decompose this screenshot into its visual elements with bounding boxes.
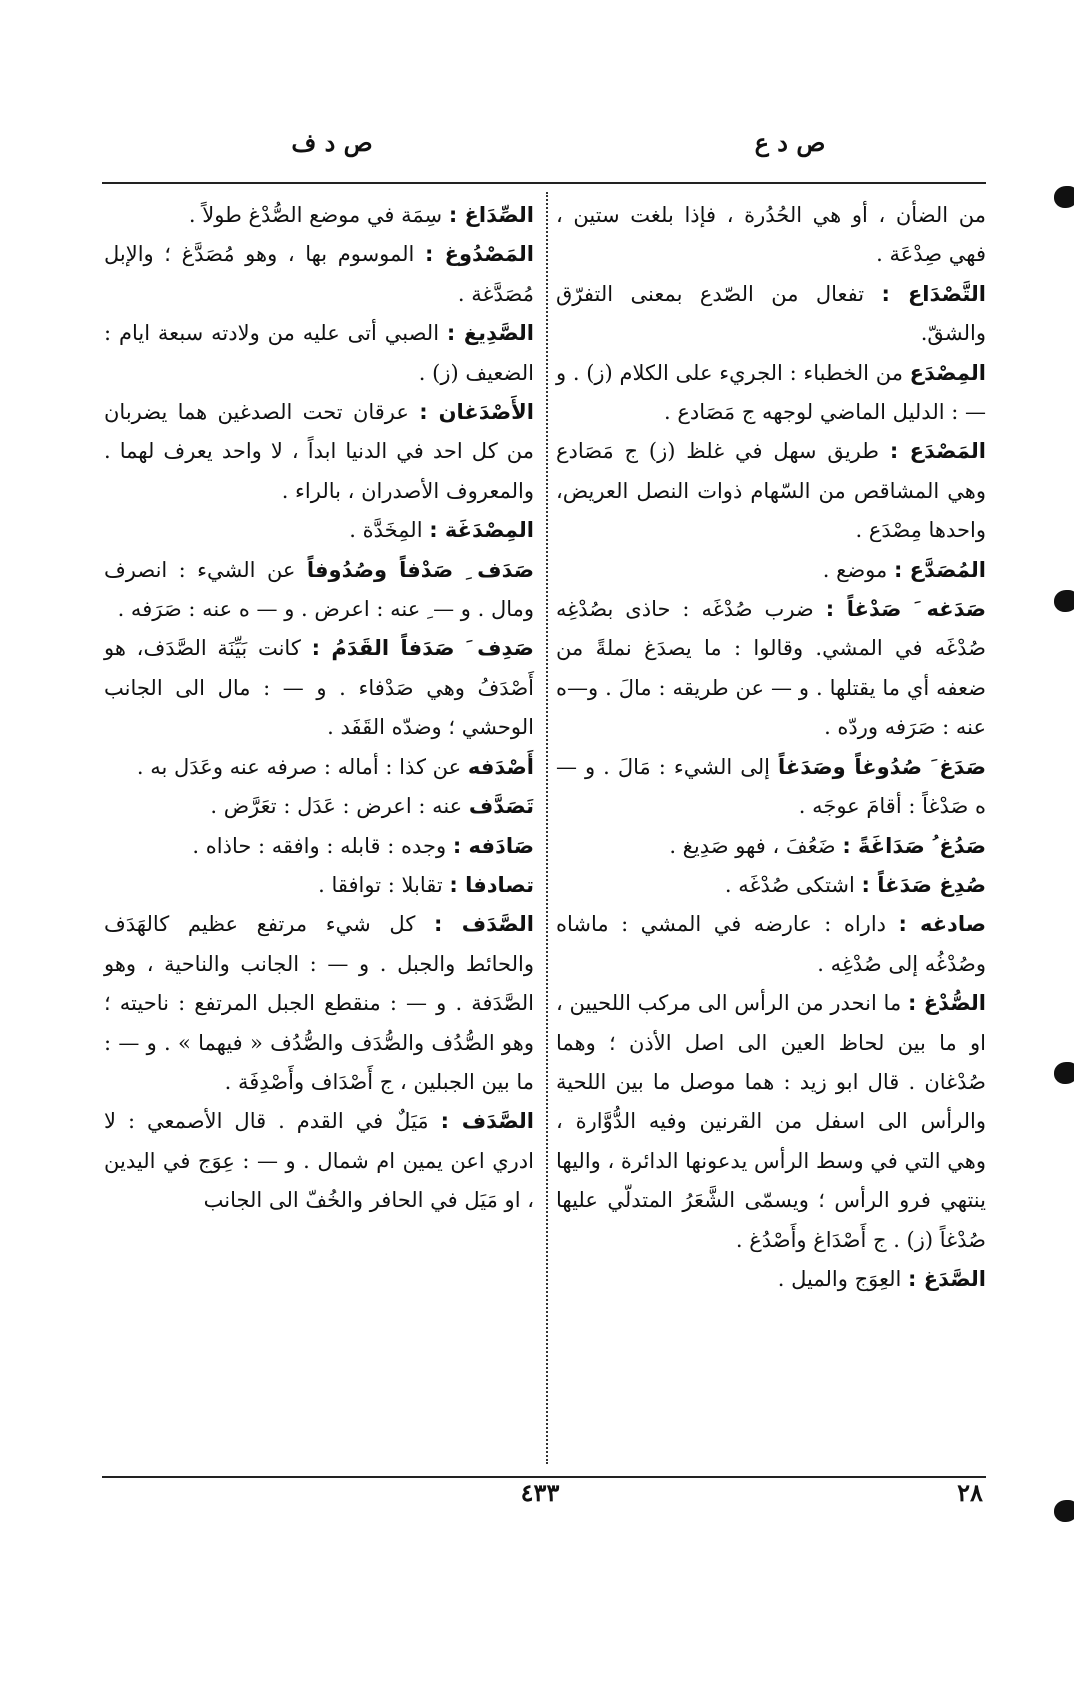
entry-headword: المِصْدَغَة : [429, 518, 534, 543]
entry-headword: أَصْدَفه [467, 754, 534, 779]
dictionary-entry [556, 551, 986, 590]
entry-definition: إلى الشيء : مَالَ . و — ه صَدْغاً : أقامَ عوجَه . [556, 754, 986, 819]
entry-definition: ما انحدر من الرأس الى مركب اللحيين ، او ما بين لحاظ العين الى اصل الأذن ؛ وهما صُدْغان . قال ابو زيد : هما موصل ما بين اللحية والرأس الى اسفل من القرنين وفيه الدُّوَّارة ، وهي التي في وسط الرأس يدعونها الدائرة ، واليها ينتهي فرو الرأس ؛ ويسمّى الشَّعَرُ المتدلّي عليها صُدْغاً (ز) . ج أَصْدَاغ وأَصْدُغ . [556, 991, 986, 1252]
entry-definition: موضع . [822, 557, 888, 582]
dictionary-entry [104, 551, 534, 630]
entry-headword: صُدِغ صَدَغاً : [861, 872, 986, 897]
entry-headword: صَدُغ ُ صَدَاغَةً : [842, 833, 986, 858]
entry-definition: العِوَج والميل . [777, 1266, 902, 1291]
dictionary-entry [556, 866, 986, 905]
dictionary-entry [104, 393, 534, 511]
column-divider [546, 192, 548, 1464]
scan-edge-mark [1054, 186, 1074, 208]
dictionary-entry [104, 787, 534, 826]
entry-definition: اشتكى صُدْغَه . [724, 872, 855, 897]
entry-headword: صادغه : [898, 912, 986, 937]
entry-definition: طريق سهل في غلظ (ز) ج مَصَادع وهي المشاقص من السّهام ذوات النصل العريض، واحدها مِصْدَع . [556, 439, 986, 543]
dictionary-entry [104, 827, 534, 866]
scan-edge-mark [1054, 590, 1074, 612]
entry-definition: مَيَلٌ في القدم . قال الأصمعي : لا ادري اعن يمين ام شمال . و — : عِوَج في اليدين ، او مَيَل في الحافر والخُفّ الى الجانب [104, 1109, 534, 1213]
entry-definition: المِخَدَّة . [349, 518, 423, 543]
entry-headword: المَصْدَع : [889, 439, 986, 464]
dictionary-entry [104, 196, 534, 235]
scan-edge-mark [1054, 1500, 1074, 1522]
entry-headword: الصَّدِيغ : [446, 321, 534, 346]
dictionary-entry [556, 432, 986, 550]
dictionary-entry [104, 905, 534, 1102]
entry-definition: كانت بَيِّنَة الصَّدَف، هو أَصْدَفُ وهي صَدْفاء . و — : مال الى الجانب الوحشي ؛ وضدّه القَفَد . [104, 636, 534, 740]
dictionary-entry [104, 314, 534, 393]
right-column [556, 196, 986, 1299]
entry-headword: تصادفا : [449, 872, 534, 897]
entry-definition: تقابلا : توافقا . [318, 872, 443, 897]
dictionary-entry [104, 511, 534, 550]
dictionary-entry [556, 590, 986, 748]
dictionary-entry [556, 905, 986, 984]
page-number: ٤٣٣ [520, 1478, 560, 1507]
entry-headword: المُصَدَّع : [893, 557, 986, 582]
sheet-number: ٢٨ [957, 1478, 983, 1507]
entry-headword: الصَّدَف : [440, 1109, 534, 1134]
entry-headword: التَّصْدَاع : [881, 281, 986, 306]
entry-definition: سِمَة في موضع الصُّدْغ طولاً . [188, 203, 443, 227]
entry-definition: ضَعُفَ ، فهو صَدِيغ . [669, 833, 836, 858]
root-header-left: ص د ف [291, 128, 373, 157]
entry-headword: المَصْدُوغ : [424, 242, 534, 267]
entry-definition: داراه : عارضه في المشي : ماشاه وصُدْغُه إلى صُدْغِه . [556, 912, 986, 976]
dictionary-entry [556, 984, 986, 1260]
entry-definition: عن كذا : أماله : صرفه عنه وعَدَل به . [136, 754, 462, 779]
entry-headword: الصِّدَاغ : [448, 203, 534, 227]
entry-definition: من الضأن ، أو هي الحُدُرة ، فإذا بلغت ستين ، فهي صِدْعَة . [556, 203, 986, 267]
entry-definition: عرقان تحت الصدغين هما يضربان من كل احد في الدنيا ابداً ، لا واحد يعرف لهما . والمعروف الأصدران ، بالراء . [104, 400, 534, 503]
dictionary-entry [104, 866, 534, 905]
entry-headword: الأَصْدَغان : [419, 400, 534, 425]
entry-definition: من الخطباء : الجريء على الكلام (ز) . و — : الدليل الماضي لوجهه ج مَصَادع . [556, 360, 986, 425]
entry-definition: الصبي أتى عليه من ولادته سبعة ايام : الضعيف (ز) . [104, 321, 534, 385]
entry-headword: صَدَف ِ صَدْفاً وصُدُوفاً [306, 557, 534, 582]
dictionary-entry [556, 275, 986, 354]
dictionary-entry [556, 354, 986, 433]
dictionary-entry [556, 196, 986, 275]
scan-edge-mark [1054, 1062, 1074, 1084]
entry-definition: عنه : اعرض : عَدَل : تعَرَّض . [210, 794, 463, 819]
entry-definition: وجده : قابله : وافقه : حاذاه . [192, 833, 447, 858]
entry-definition: ضرب صُدْغَه : حاذى بصُدْغِه صُدْغَه في المشي. وقالوا : ما يصدَغ نملةً من ضعفه أي ما يقتلها . و — عن طريقه : مالَ . و—ه عنه : صَرَفه وردّه . [556, 597, 986, 740]
dictionary-entry [556, 1260, 986, 1299]
entry-headword: صَدِف َ صَدَفاً القَدَمُ : [311, 636, 534, 661]
root-header-right: ص د ع [754, 128, 826, 157]
dictionary-entry [104, 629, 534, 747]
dictionary-entry [556, 827, 986, 866]
entry-definition: تفعال من الصّدع بمعنى التفرّق والشقّ. [556, 281, 986, 346]
dictionary-entry [104, 1102, 534, 1220]
dictionary-entry [556, 748, 986, 827]
dictionary-entry [104, 235, 534, 314]
entry-headword: الصَّدَغ : [908, 1266, 986, 1291]
entry-headword: صَادَفه : [452, 833, 534, 858]
entry-headword: تَصَدَّف [468, 794, 534, 819]
entry-headword: صَدَغه َ صَدْغاً : [825, 597, 986, 622]
entry-definition: عن الشيء : انصرف ومال . و — ِ عنه : اعرض . و — ه عنه : صَرَفه . [104, 557, 534, 622]
entry-headword: صَدَغ َ صُدُوغاً وصَدَغاً [777, 754, 986, 779]
dictionary-entry [104, 748, 534, 787]
entry-headword: الصَّدَف : [434, 912, 534, 937]
entry-headword: الصُّدْغ : [907, 991, 986, 1016]
entry-headword: المِصْدَع [909, 360, 986, 385]
entry-definition: كل شيء مرتفع عظيم كالهَدَف والحائط والجبل . و — : الجانب والناحية ، وهو الصَّدَفة . و — : منقطع الجبل المرتفع : ناحيته ؛ وهو الصُّدُف والصُّدَف والصُّدُف « فيهما » . و — : ما بين الجبلين ، ج أَصْدَاف وأَصْدِفَة . [104, 912, 534, 1094]
left-column [104, 196, 534, 1221]
entry-definition: الموسوم بها ، وهو مُصَدَّغ ؛ والإبل مُصَدَّغة . [104, 242, 534, 306]
header-rule [102, 182, 986, 184]
